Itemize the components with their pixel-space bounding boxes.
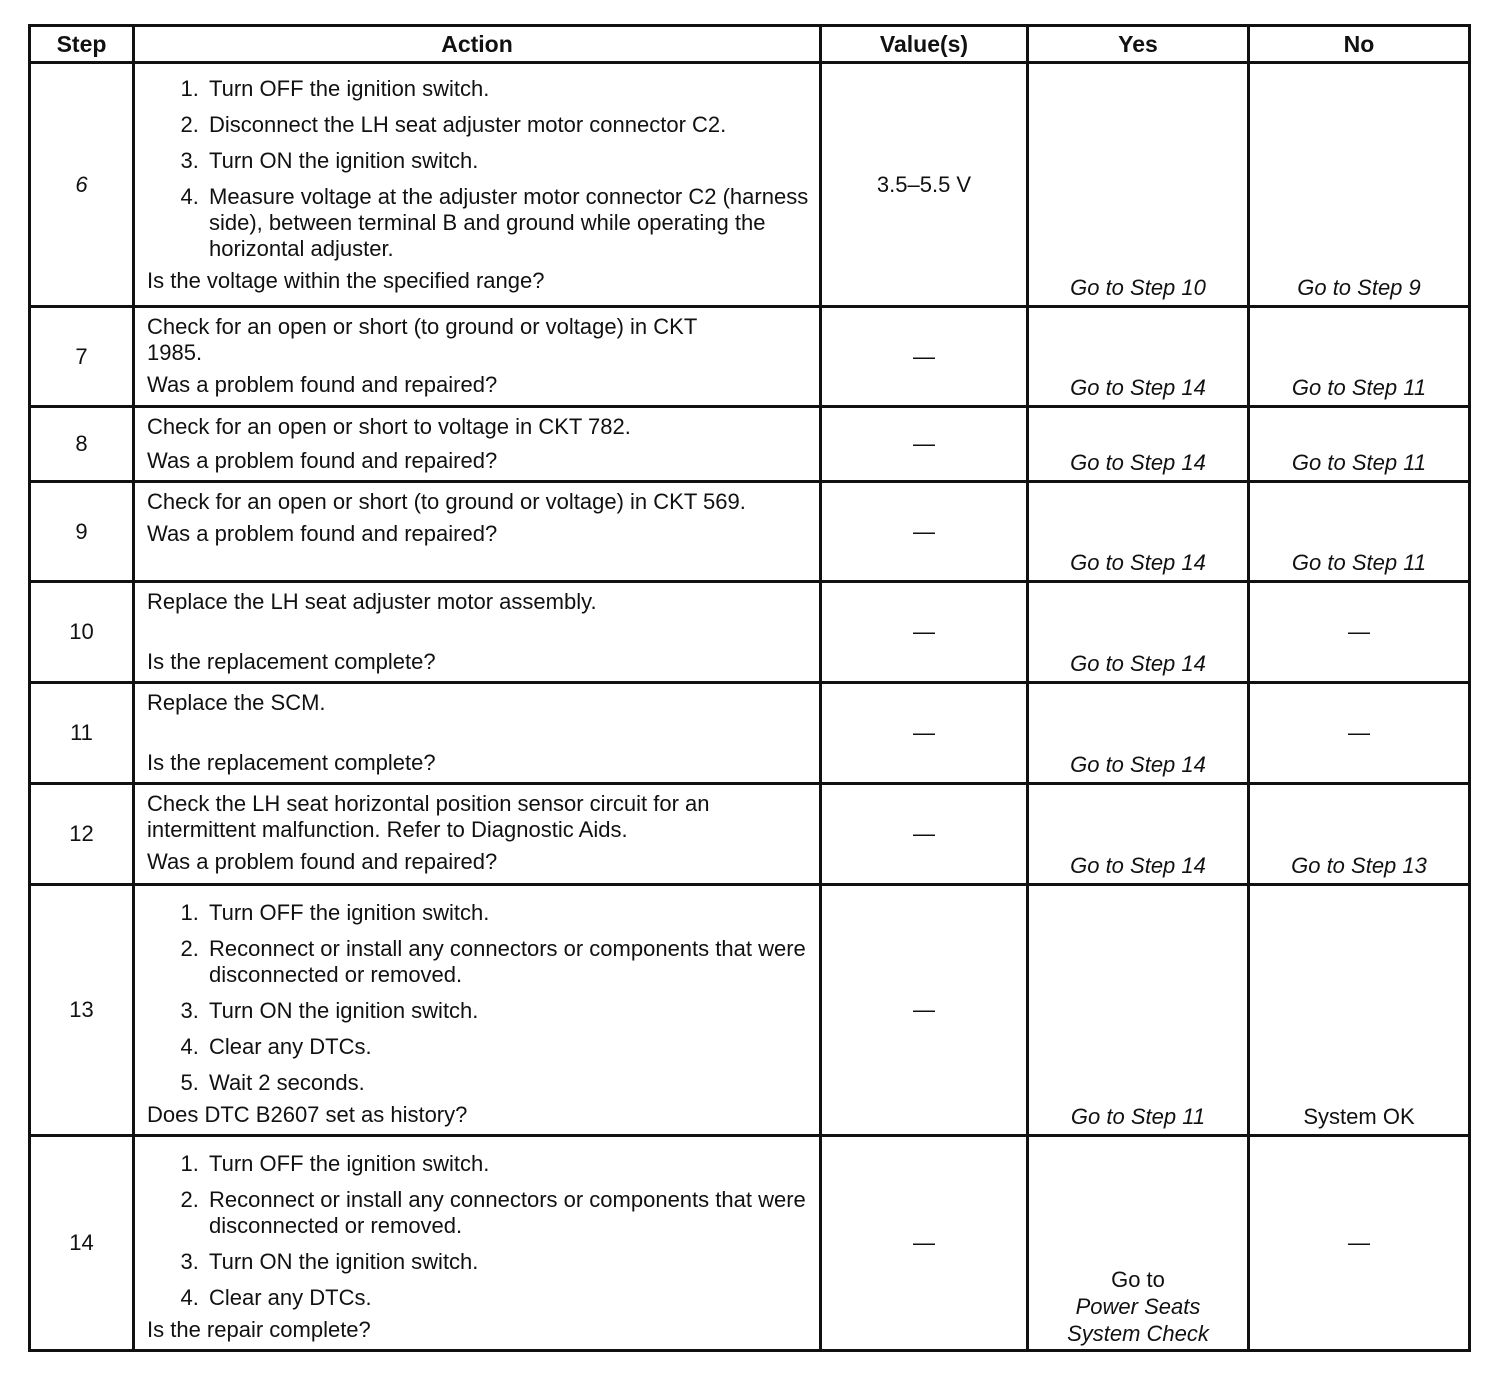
yes-goto: Go to Step 14 xyxy=(1070,853,1206,878)
action-item: 2. Reconnect or install any connectors or components that were disconnected or removed. xyxy=(205,1187,809,1239)
yes-goto-line: Go to xyxy=(1111,1267,1165,1292)
value-cell: — xyxy=(821,482,1028,582)
action-question: Does DTC B2607 set as history? xyxy=(147,1102,468,1127)
action-text: Replace the SCM. xyxy=(147,690,326,715)
step-number: 10 xyxy=(30,582,134,683)
value-cell: — xyxy=(821,407,1028,482)
header-step: Step xyxy=(30,26,134,63)
yes-cell xyxy=(1028,683,1249,784)
value-cell: — xyxy=(821,784,1028,885)
no-goto: Go to Step 9 xyxy=(1297,275,1421,300)
table-row xyxy=(30,63,1470,307)
yes-cell xyxy=(1028,1136,1249,1351)
value-cell: — xyxy=(821,307,1028,407)
no-cell xyxy=(1249,1136,1470,1351)
table-row xyxy=(30,1136,1470,1351)
header-no: No xyxy=(1249,26,1470,63)
no-cell xyxy=(1249,784,1470,885)
yes-goto: Go to Step 10 xyxy=(1070,275,1206,300)
action-item: 2. Disconnect the LH seat adjuster motor connector C2. xyxy=(205,112,809,138)
action-item: 3. Turn ON the ignition switch. xyxy=(205,998,809,1024)
no-goto: Go to Step 11 xyxy=(1291,375,1427,400)
no-dash: — xyxy=(1348,1230,1370,1255)
step-number: 14 xyxy=(30,1136,134,1351)
yes-goto: Go to Step 14 xyxy=(1070,651,1206,676)
action-item: 4. Clear any DTCs. xyxy=(205,1034,809,1060)
action-item: 3. Turn ON the ignition switch. xyxy=(205,1249,809,1275)
table-row xyxy=(30,683,1470,784)
action-item: 1. Turn OFF the ignition switch. xyxy=(205,1151,809,1177)
table-row xyxy=(30,784,1470,885)
header-action: Action xyxy=(134,26,821,63)
step-number: 11 xyxy=(30,683,134,784)
yes-goto-line: System Check xyxy=(1067,1321,1209,1346)
table-row xyxy=(30,407,1470,482)
no-dash: — xyxy=(1348,619,1370,644)
action-text: Check for an open or short (to ground or voltage) in CKT 1985. xyxy=(147,314,697,365)
yes-goto: Go to Step 14 xyxy=(1070,375,1206,400)
value-cell: — xyxy=(821,582,1028,683)
action-item: 4. Clear any DTCs. xyxy=(205,1285,809,1311)
action-item: 2. Reconnect or install any connectors or components that were disconnected or removed. xyxy=(205,936,809,988)
action-cell xyxy=(134,482,821,582)
no-system-ok: System OK xyxy=(1303,1104,1415,1129)
no-dash: — xyxy=(1348,720,1370,745)
yes-goto-line: Power Seats xyxy=(1075,1294,1201,1319)
yes-cell xyxy=(1028,885,1249,1136)
yes-cell xyxy=(1028,784,1249,885)
yes-cell xyxy=(1028,307,1249,407)
diagnostic-table xyxy=(28,24,1471,1352)
value-cell: — xyxy=(821,885,1028,1136)
header-values: Value(s) xyxy=(821,26,1028,63)
action-question: Is the replacement complete? xyxy=(147,750,436,775)
value-cell: 3.5–5.5 V xyxy=(821,63,1028,307)
action-cell xyxy=(134,683,821,784)
yes-goto: Go to Step 14 xyxy=(1070,550,1206,575)
action-item: 5. Wait 2 seconds. xyxy=(205,1070,809,1096)
action-cell xyxy=(134,1136,821,1351)
action-question: Was a problem found and repaired? xyxy=(147,372,498,397)
no-goto: Go to Step 13 xyxy=(1291,853,1427,878)
action-item: 3. Turn ON the ignition switch. xyxy=(205,148,809,174)
no-cell xyxy=(1249,482,1470,582)
step-number: 12 xyxy=(30,784,134,885)
action-text: Check the LH seat horizontal position sensor circuit for an intermittent malfunction. Refer to Diagnostic Aids. xyxy=(147,791,710,842)
action-item: 1. Turn OFF the ignition switch. xyxy=(205,900,809,926)
action-cell xyxy=(134,784,821,885)
action-question: Was a problem found and repaired? xyxy=(147,448,498,473)
no-cell xyxy=(1249,683,1470,784)
action-cell xyxy=(134,582,821,683)
no-cell xyxy=(1249,63,1470,307)
action-cell xyxy=(134,407,821,482)
action-text: Check for an open or short (to ground or voltage) in CKT 569. xyxy=(147,489,746,514)
step-number: 8 xyxy=(30,407,134,482)
step-number: 13 xyxy=(30,885,134,1136)
no-cell xyxy=(1249,885,1470,1136)
value-cell: — xyxy=(821,683,1028,784)
yes-cell xyxy=(1028,482,1249,582)
yes-cell xyxy=(1028,582,1249,683)
table-row xyxy=(30,582,1470,683)
value-cell: — xyxy=(821,1136,1028,1351)
yes-goto: Go to Step 14 xyxy=(1070,752,1206,777)
action-text: Check for an open or short to voltage in CKT 782. xyxy=(147,414,631,439)
action-question: Is the repair complete? xyxy=(147,1317,371,1342)
yes-goto-multiline xyxy=(1029,1266,1247,1347)
action-cell xyxy=(134,63,821,307)
action-cell xyxy=(134,307,821,407)
action-question: Was a problem found and repaired? xyxy=(147,521,498,546)
action-item: 1. Turn OFF the ignition switch. xyxy=(205,76,809,102)
no-cell xyxy=(1249,307,1470,407)
step-number: 6 xyxy=(30,63,134,307)
action-question: Is the voltage within the specified range? xyxy=(147,268,545,293)
no-goto: Go to Step 11 xyxy=(1291,450,1427,475)
header-yes: Yes xyxy=(1028,26,1249,63)
step-number: 9 xyxy=(30,482,134,582)
action-text: Replace the LH seat adjuster motor assembly. xyxy=(147,589,597,614)
table-row xyxy=(30,482,1470,582)
table-row xyxy=(30,885,1470,1136)
no-cell xyxy=(1249,582,1470,683)
action-cell xyxy=(134,885,821,1136)
action-item: 4. Measure voltage at the adjuster motor connector C2 (harness side), between terminal B and ground while operating the horizontal adjuster. xyxy=(205,184,809,262)
yes-goto: Go to Step 11 xyxy=(1070,1104,1206,1129)
table-row xyxy=(30,307,1470,407)
no-cell xyxy=(1249,407,1470,482)
yes-goto: Go to Step 14 xyxy=(1070,450,1206,475)
action-question: Was a problem found and repaired? xyxy=(147,849,498,874)
header-row xyxy=(30,26,1470,63)
no-goto: Go to Step 11 xyxy=(1291,550,1427,575)
yes-cell xyxy=(1028,407,1249,482)
step-number: 7 xyxy=(30,307,134,407)
yes-cell xyxy=(1028,63,1249,307)
action-question: Is the replacement complete? xyxy=(147,649,436,674)
